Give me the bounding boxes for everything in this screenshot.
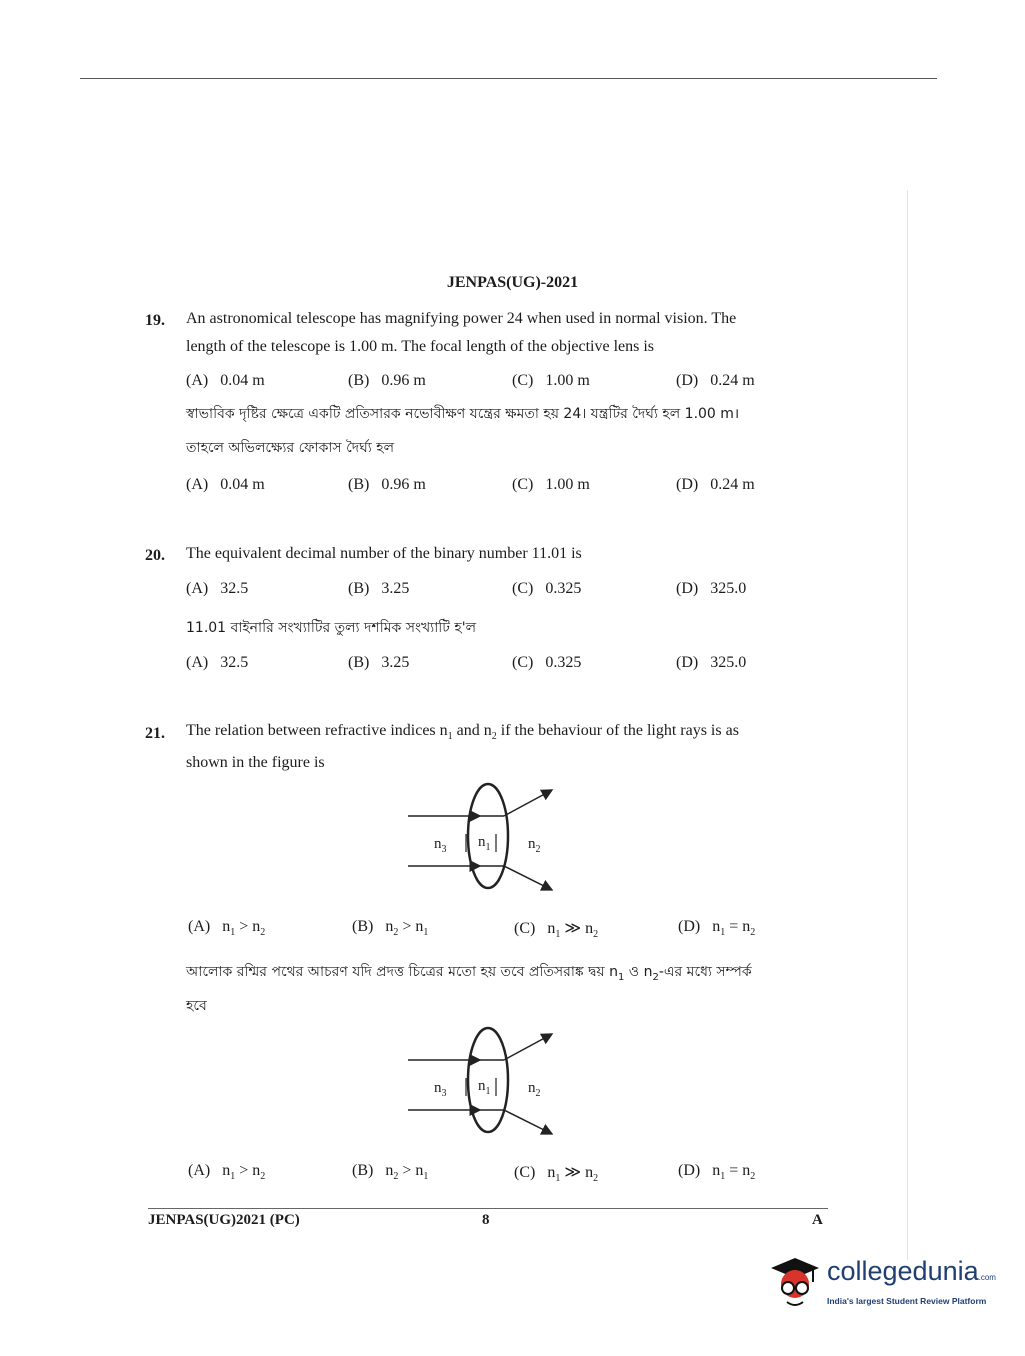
q19-bn-options xyxy=(186,476,806,498)
figure-2-label-n1: $n_1$ xyxy=(478,1078,491,1097)
lens-ray-figure-1 xyxy=(400,778,570,898)
q21-en-options xyxy=(186,918,806,940)
page-header: JENPAS(UG)-2021 xyxy=(446,274,579,291)
option-b: (B) 3.25 xyxy=(348,580,410,597)
option-a: (A) 32.5 xyxy=(186,580,249,597)
option-b: (B) 0.96 m xyxy=(348,476,426,493)
lens-ray-figure-2 xyxy=(400,1022,570,1142)
option-d: (D) 325.0 xyxy=(676,654,747,671)
option-d: (D) $n_1 = n_2$ xyxy=(678,1162,756,1183)
q21-en-line-2: shown in the figure is xyxy=(186,754,325,771)
option-a: (A) 0.04 m xyxy=(186,476,265,493)
option-c: (C) $n_1$ ≫ $n_2$ xyxy=(514,1164,599,1185)
q20-bn-line-1: 11.01 বাইনারি সংখ্যাটির তুল্য দশমিক সংখ্যাটি হ'ল xyxy=(186,620,477,636)
scan-edge-line xyxy=(907,190,908,1260)
option-c: (C) 0.325 xyxy=(512,654,582,671)
option-d: (D) 0.24 m xyxy=(676,476,755,493)
q19-en-line-1: An astronomical telescope has magnifying power 24 when used in normal vision. The xyxy=(186,310,737,327)
option-b: (B) 3.25 xyxy=(348,654,410,671)
q20-en-line-1: The equivalent decimal number of the binary number 11.01 is xyxy=(186,545,582,562)
option-a: (A) $n_1 > n_2$ xyxy=(188,1162,266,1183)
footer-page-number: 8 xyxy=(482,1212,490,1228)
collegedunia-logo xyxy=(765,1252,1005,1312)
q21-en-line-1: The relation between refractive indices $n_1$ and $n_2$ if the behaviour of the light rays is as xyxy=(186,722,739,743)
question-number-20: 20. xyxy=(145,547,165,564)
option-b: (B) $n_2 > n_1$ xyxy=(352,1162,429,1183)
q21-bn-line-2: হবে xyxy=(186,998,207,1014)
question-number-21: 21. xyxy=(145,725,165,742)
q19-bn-line-2: তাহলে অভিলক্ষ্যের ফোকাস দৈর্ঘ্য হল xyxy=(186,440,395,456)
figure-2-label-n3: $n_3$ xyxy=(434,1080,447,1099)
option-c: (C) 1.00 m xyxy=(512,476,590,493)
option-b: (B) $n_2 > n_1$ xyxy=(352,918,429,939)
q19-en-line-2: length of the telescope is 1.00 m. The focal length of the objective lens is xyxy=(186,338,655,355)
logo-tagline: India's largest Student Review Platform xyxy=(827,1296,987,1306)
figure-1-label-n1: $n_1$ xyxy=(478,834,491,853)
q20-en-options xyxy=(186,580,806,602)
q21-bn-options xyxy=(186,1162,806,1184)
q19-bn-line-1: স্বাভাবিক দৃষ্টির ক্ষেত্রে একটি প্রতিসারক নভোবীক্ষণ যন্ত্রের ক্ষমতা হয় 24। যন্ত্রটির দৈর্ঘ্য হল 1.00 m। xyxy=(186,406,740,422)
option-c: (C) 0.325 xyxy=(512,580,582,597)
figure-1-label-n3: $n_3$ xyxy=(434,836,447,855)
figure-2-label-n2: $n_2$ xyxy=(528,1080,541,1099)
logo-wordmark: collegedunia.com xyxy=(827,1256,996,1286)
footer-paper-code: JENPAS(UG)2021 (PC) xyxy=(148,1212,300,1228)
option-a: (A) 32.5 xyxy=(186,654,249,671)
figure-1-label-n2: $n_2$ xyxy=(528,836,541,855)
option-c: (C) $n_1$ ≫ $n_2$ xyxy=(514,920,599,941)
q21-bn-line-1: আলোক রশ্মির পথের আচরণ যদি প্রদত্ত চিত্রের মতো হয় তবে প্রতিসরাঙ্ক দ্বয় $n_1$ ও $n_2-এর$ মধ্যে সম্পর্ক xyxy=(186,964,752,983)
q20-bn-options xyxy=(186,654,806,676)
option-a: (A) $n_1 > n_2$ xyxy=(188,918,266,939)
option-a: (A) 0.04 m xyxy=(186,372,265,389)
footer-rule xyxy=(148,1208,828,1209)
option-d: (D) 0.24 m xyxy=(676,372,755,389)
option-c: (C) 1.00 m xyxy=(512,372,590,389)
option-d: (D) 325.0 xyxy=(676,580,747,597)
q19-en-options xyxy=(186,372,806,394)
option-d: (D) $n_1 = n_2$ xyxy=(678,918,756,939)
footer-set-code: A xyxy=(812,1212,823,1228)
option-b: (B) 0.96 m xyxy=(348,372,426,389)
question-number-19: 19. xyxy=(145,312,165,329)
top-rule xyxy=(80,78,937,79)
graduate-mascot-icon xyxy=(765,1252,823,1312)
